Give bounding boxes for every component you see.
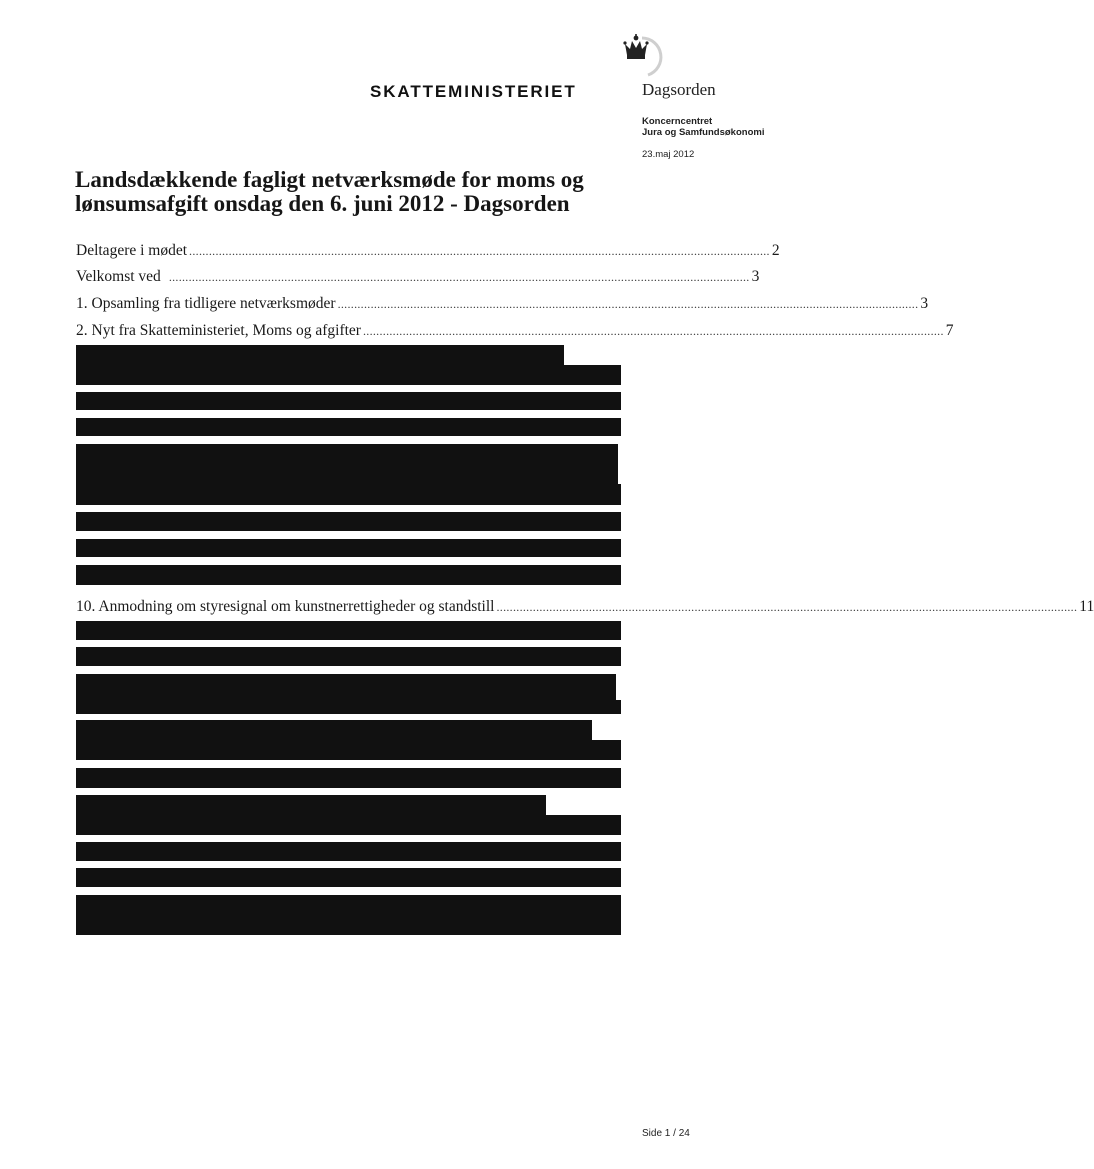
- toc-entry-page: 11: [1079, 598, 1094, 615]
- redaction-block: [580, 484, 621, 505]
- toc-entry: [76, 264, 760, 286]
- toc-entry-label: 2. Nyt fra Skatteministeriet, Moms og afgifter: [76, 322, 361, 339]
- redaction-block: [76, 484, 580, 505]
- toc-entry-label: 10. Anmodning om styresignal om kunstnerrettigheder og standstill: [76, 598, 495, 615]
- redaction-block: [76, 700, 621, 714]
- toc-leader-dots: ................................................................................................................................................................................: [168, 270, 750, 284]
- redaction-block: [76, 392, 621, 410]
- toc-entry: [76, 318, 954, 340]
- toc-entry-page: 3: [751, 268, 760, 285]
- redaction-block: [76, 868, 621, 887]
- toc-entry-page: 2: [771, 242, 780, 259]
- redaction-block: [76, 512, 621, 531]
- redaction-block: [76, 565, 621, 585]
- toc-leader-dots: ................................................................................................................................................................................: [496, 600, 1078, 614]
- redaction-block: [76, 815, 621, 835]
- toc-entry: [76, 594, 1094, 616]
- department-line-2: Jura og Samfundsøkonomi: [642, 127, 765, 138]
- redaction-block: [76, 647, 621, 666]
- redaction-block: [76, 895, 621, 935]
- brand-name: SKATTEMINISTERIET: [370, 82, 577, 101]
- redaction-block: [76, 418, 621, 436]
- page-title: Landsdækkende fagligt netværksmøde for moms og lønsumsafgift onsdag den 6. juni 2012 - Dagsorden: [75, 167, 584, 216]
- crown-icon: [614, 32, 664, 82]
- page-number: Side 1 / 24: [642, 1128, 690, 1139]
- toc-entry-page: 7: [945, 322, 954, 339]
- toc-leader-dots: ................................................................................................................................................................................: [362, 324, 944, 338]
- redaction-block: [76, 345, 564, 385]
- redaction-block: [76, 740, 621, 760]
- redaction-block: [76, 444, 618, 484]
- department-line-1: Koncerncentret: [642, 116, 713, 127]
- toc-entry-label: Velkomst ved: [76, 268, 161, 285]
- toc-leader-dots: ................................................................................................................................................................................: [337, 297, 919, 311]
- toc-entry-label: Deltagere i mødet: [76, 242, 188, 259]
- document-type: Dagsorden: [642, 80, 716, 99]
- document-date: 23.maj 2012: [642, 149, 695, 160]
- toc-leader-dots: ................................................................................................................................................................................: [189, 244, 770, 258]
- toc-entry: [76, 238, 780, 260]
- toc-entry: [76, 291, 929, 313]
- redaction-block: [76, 621, 621, 640]
- redaction-block: [564, 365, 621, 385]
- toc-entry-page: 3: [920, 295, 929, 312]
- redaction-block: [76, 842, 621, 861]
- toc-entry-label: 1. Opsamling fra tidligere netværksmøder: [76, 295, 336, 312]
- redaction-block: [76, 768, 621, 788]
- redaction-block: [76, 539, 621, 557]
